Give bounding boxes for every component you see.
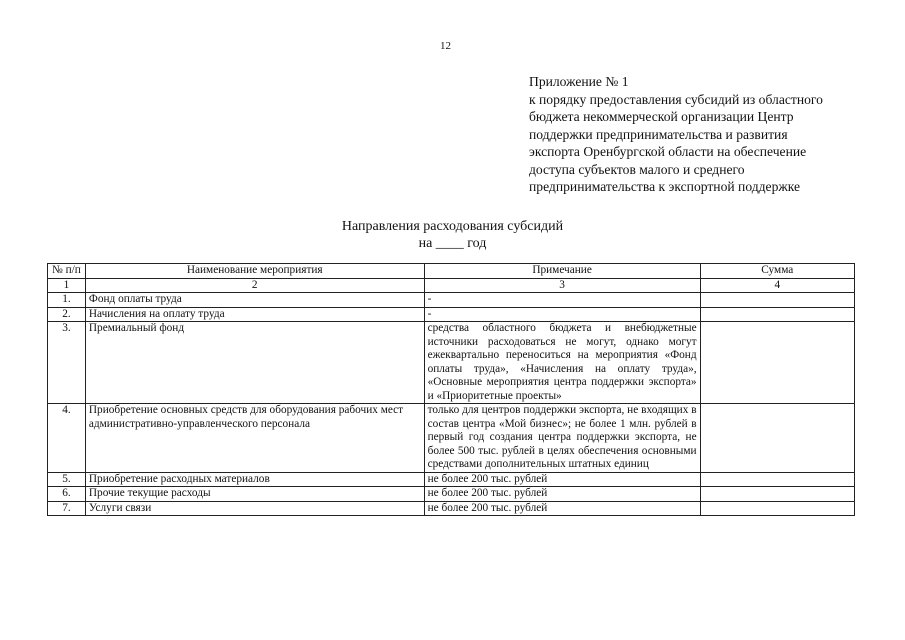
document-title: Направления расходования субсидий [341, 219, 564, 234]
row-num: 4. [48, 404, 86, 473]
column-number: 2 [85, 278, 424, 293]
document-subtitle: на ____ год [418, 236, 487, 251]
header-num: № п/п [48, 264, 86, 279]
row-name: Премиальный фонд [85, 322, 424, 404]
row-sum [700, 472, 854, 487]
row-num: 2. [48, 307, 86, 322]
row-note: средства областного бюджета и внебюджетные источники расходоваться не могут, однако могут ежеквартально переноситься на мероприятия «Фонд оплаты труда», «Начисления на оплату труда», «Основные мероприятия центра поддержки экспорта» и «Приоритетные проекты» [424, 322, 700, 404]
appendix-line: предпринимательства к экспортной поддержке [529, 179, 801, 194]
table-row [48, 501, 855, 516]
appendix-line: бюджета некоммерческой организации Центр [529, 109, 794, 124]
table-row [48, 472, 855, 487]
header-note: Примечание [424, 264, 700, 279]
appendix-line: доступа субъектов малого и среднего [529, 161, 745, 177]
row-name: Начисления на оплату труда [85, 307, 424, 322]
row-sum [700, 501, 854, 516]
row-num: 7. [48, 501, 86, 516]
header-name: Наименование мероприятия [85, 264, 424, 279]
row-note: только для центров поддержки экспорта, не входящих в состав центра «Мой бизнес»; не более 1 млн. рублей в первый год создания центра поддержки экспорта, не более 500 тыс. рублей в целях обеспечения основными средствами дополнительных штатных единиц [424, 404, 700, 473]
table-row [48, 307, 855, 322]
table-header-row [48, 264, 855, 279]
appendix-line: экспорта Оренбургской области на обеспечение [529, 144, 807, 159]
row-note: - [424, 293, 700, 308]
row-num: 1. [48, 293, 86, 308]
table-row [48, 487, 855, 502]
row-sum [700, 404, 854, 473]
column-number: 4 [700, 278, 854, 293]
row-name: Приобретение основных средств для оборудования рабочих мест административно-управленческого персонала [85, 404, 424, 473]
header-sum: Сумма [700, 264, 854, 279]
table-row [48, 293, 855, 308]
row-num: 3. [48, 322, 86, 404]
row-note: не более 200 тыс. рублей [424, 501, 700, 516]
row-note: не более 200 тыс. рублей [424, 487, 700, 502]
row-name: Прочие текущие расходы [85, 487, 424, 502]
row-sum [700, 322, 854, 404]
appendix-line: поддержки предпринимательства и развития [529, 126, 788, 142]
table-row [48, 322, 855, 404]
table-row [48, 404, 855, 473]
row-name: Приобретение расходных материалов [85, 472, 424, 487]
page-number: 12 [440, 40, 451, 52]
column-number-row [48, 278, 855, 293]
row-name: Фонд оплаты труда [85, 293, 424, 308]
appendix-block [529, 73, 823, 196]
row-num: 6. [48, 487, 86, 502]
row-name: Услуги связи [85, 501, 424, 516]
appendix-line: Приложение № 1 [529, 74, 629, 89]
row-sum [700, 293, 854, 308]
appendix-line: к порядку предоставления субсидий из областного [529, 91, 823, 107]
row-note: - [424, 307, 700, 322]
row-sum [700, 307, 854, 322]
row-sum [700, 487, 854, 502]
row-note: не более 200 тыс. рублей [424, 472, 700, 487]
column-number: 3 [424, 278, 700, 293]
expenses-table [47, 263, 855, 516]
column-number: 1 [48, 278, 86, 293]
row-num: 5. [48, 472, 86, 487]
